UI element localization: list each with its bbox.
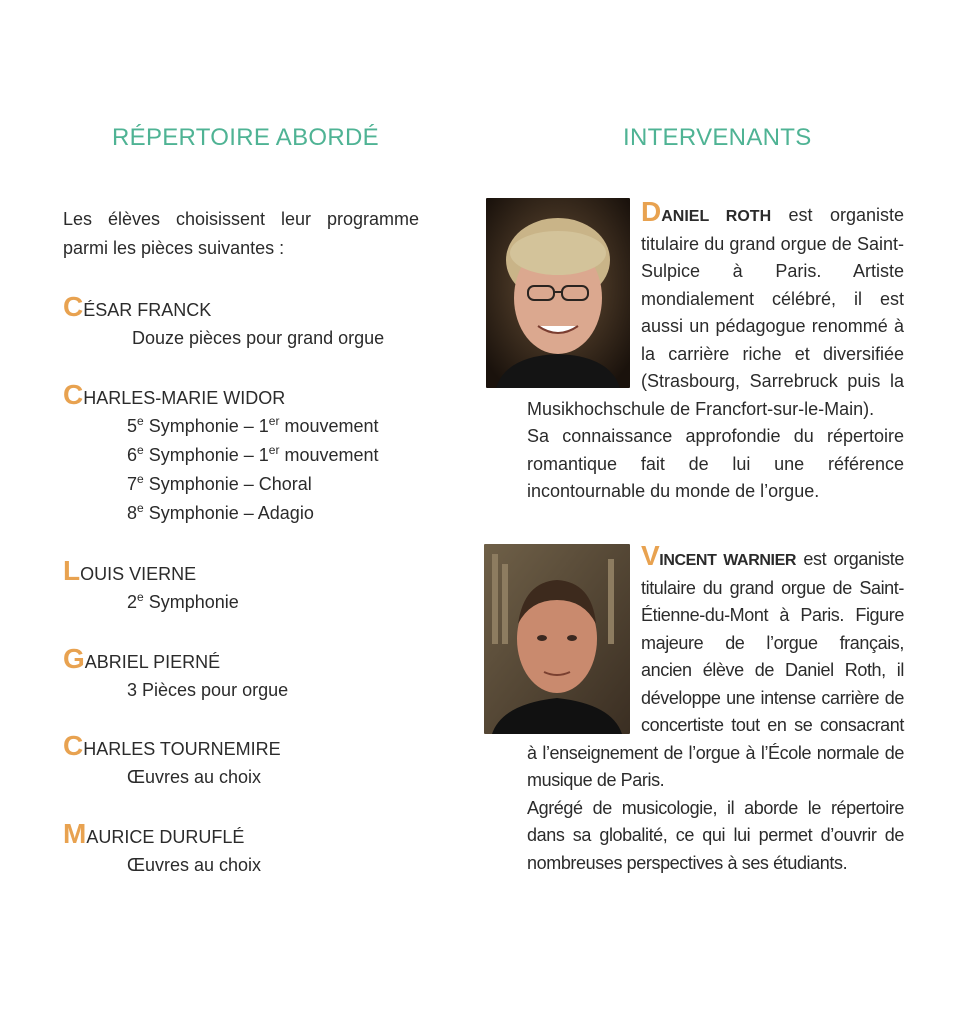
piece: 3 Pièces pour orgue bbox=[127, 680, 289, 700]
speaker-initial: V bbox=[641, 540, 660, 571]
composer-durufle bbox=[63, 820, 433, 880]
composer-name: LOUIS VIERNE bbox=[63, 555, 197, 586]
composer-franck bbox=[63, 293, 433, 353]
composer-name: CÉSAR FRANCK bbox=[63, 291, 212, 322]
composer-pierne bbox=[63, 645, 433, 705]
piece: 6e Symphonie – 1er mouvement bbox=[127, 443, 379, 465]
piece: 5e Symphonie – 1er mouvement bbox=[127, 414, 379, 436]
intervenants-heading: INTERVENANTS bbox=[623, 124, 812, 151]
composer-widor bbox=[63, 381, 433, 528]
repertoire-heading: RÉPERTOIRE ABORDÉ bbox=[112, 124, 379, 151]
bio-text: Sa connaissance approfondie du répertoire romantique fait de lui une référence incontournable du monde de l’orgue. bbox=[527, 426, 904, 501]
speaker-initial: D bbox=[641, 196, 662, 227]
composer-initial: G bbox=[63, 643, 85, 674]
composer-name: CHARLES-MARIE WIDOR bbox=[63, 379, 286, 410]
composer-tournemire bbox=[63, 732, 433, 792]
speaker-name: INCENT WARNIER bbox=[659, 552, 796, 569]
composer-name: CHARLES TOURNEMIRE bbox=[63, 730, 281, 761]
composer-name: MAURICE DURUFLÉ bbox=[63, 818, 245, 849]
composer-initial: C bbox=[63, 379, 84, 410]
repertoire-intro: Les élèves choisissent leur programme parmi les pièces suivantes : bbox=[63, 209, 419, 258]
composer-vierne bbox=[63, 557, 433, 617]
composer-name: GABRIEL PIERNÉ bbox=[63, 643, 221, 674]
composer-initial: C bbox=[63, 291, 84, 322]
speaker-name: ANIEL ROTH bbox=[661, 208, 772, 225]
composer-initial: L bbox=[63, 555, 81, 586]
piece: Œuvres au choix bbox=[127, 767, 262, 787]
composer-initial: C bbox=[63, 730, 84, 761]
bio-text: Agrégé de musicologie, il aborde le répertoire dans sa globalité, ce qui lui permet d’ouvrir de nombreuses perspectives à ses étudiants. bbox=[527, 797, 904, 873]
piece: 2e Symphonie bbox=[127, 590, 239, 612]
composer-initial: M bbox=[63, 818, 87, 849]
bio-daniel-roth bbox=[527, 198, 904, 506]
piece: Œuvres au choix bbox=[127, 855, 262, 875]
bio-vincent-warnier bbox=[527, 542, 904, 877]
bio-text: VINCENT WARNIER est organiste titulaire du grand orgue de Saint-Étienne-du-Mont à Paris. Figure majeure de l’orgue français, ancien élève de Daniel Roth, il développe une intense carrière de concertiste tout en se consacrant à l’enseignement de l’orgue à l’École normale de musique de Paris. bbox=[527, 540, 904, 790]
piece: 7e Symphonie – Choral bbox=[127, 472, 312, 494]
piece: 8e Symphonie – Adagio bbox=[127, 501, 314, 523]
bio-text: DANIEL ROTH est organiste titulaire du grand orgue de Saint-Sulpice à Paris. Artiste mondialement célébré, il est aussi un pédagogue renommé à la carrière riche et diversifiée (Strasbourg, Sarrebruck puis la Musikhochschule de Francfort-sur-le-Main). bbox=[527, 196, 904, 419]
piece: Douze pièces pour grand orgue bbox=[132, 328, 385, 348]
